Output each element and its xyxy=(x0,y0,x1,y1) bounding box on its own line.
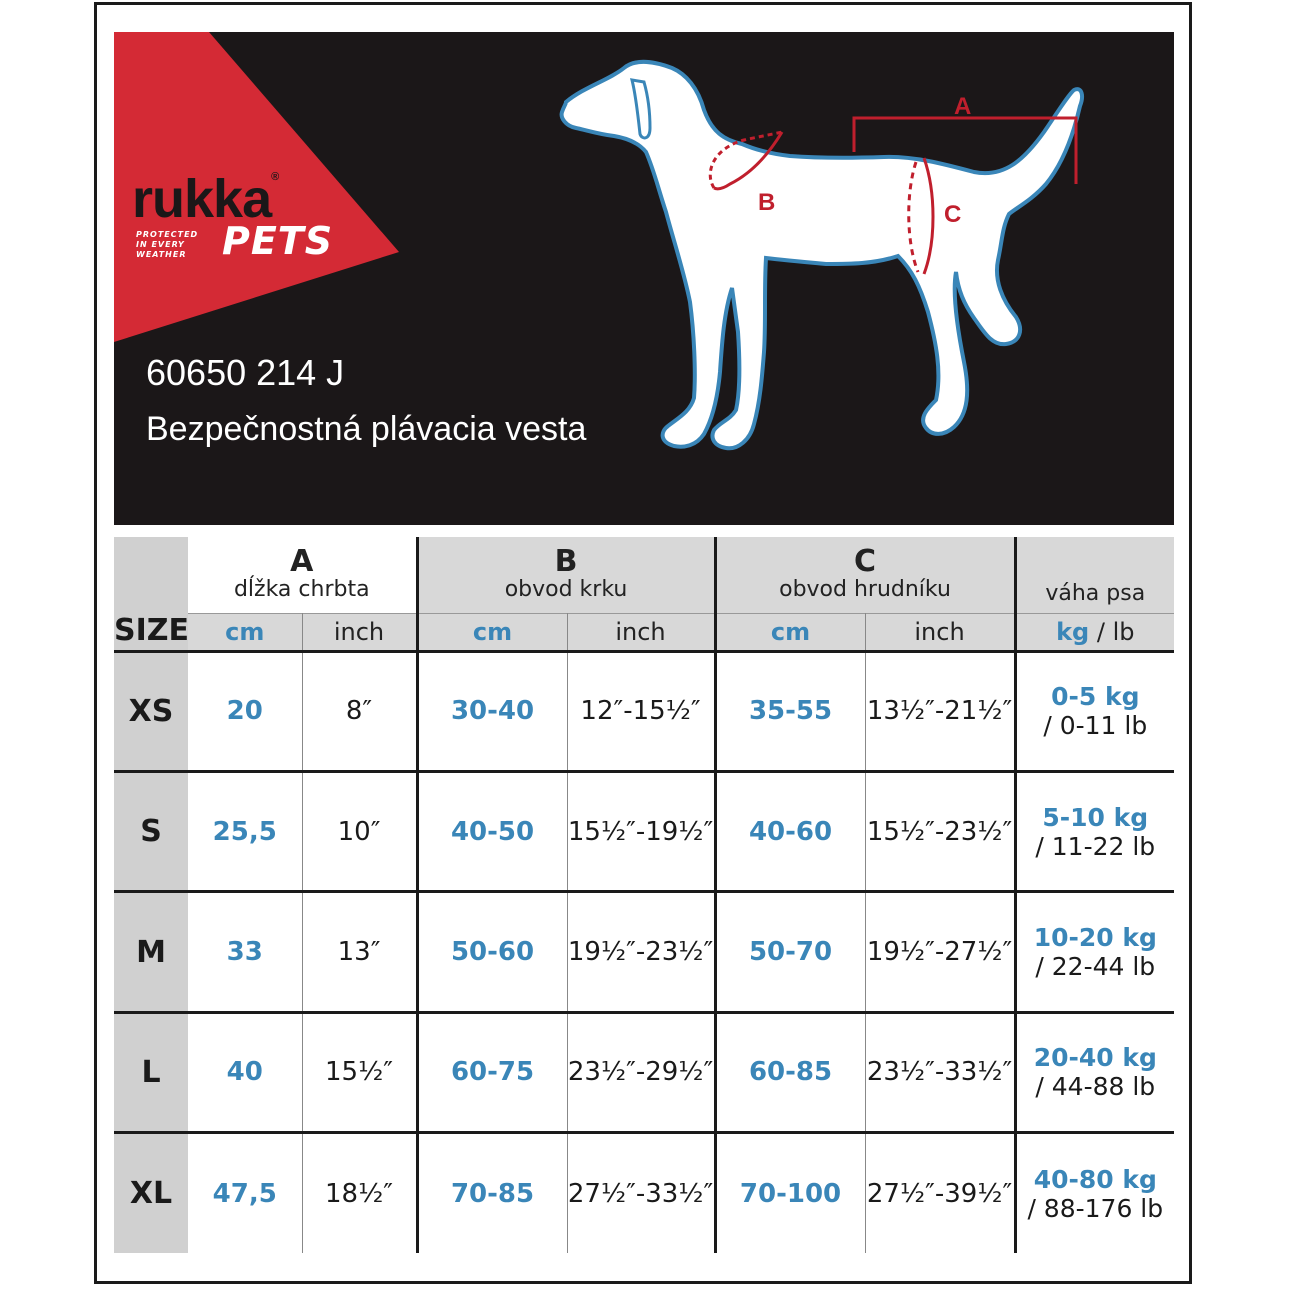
b-inch-cell: 12″-15½″ xyxy=(567,651,715,771)
weight-cell: 40-80 kg / 88-176 lb xyxy=(1015,1133,1174,1253)
brand-sub: PETS xyxy=(222,219,334,263)
c-inch-cell: 15½″-23½″ xyxy=(865,772,1015,892)
group-header-a: A dĺžka chrbta xyxy=(188,537,417,613)
weight-cell: 0-5 kg / 0-11 lb xyxy=(1015,651,1174,771)
product-name: Bezpečnostná plávacia vesta xyxy=(146,410,587,448)
b-inch-cell: 19½″-23½″ xyxy=(567,892,715,1012)
c-inch-cell: 27½″-39½″ xyxy=(865,1133,1015,1253)
b-cm-cell: 30-40 xyxy=(417,651,567,771)
a-cm-cell: 47,5 xyxy=(188,1133,302,1253)
a-inch-cell: 10″ xyxy=(302,772,417,892)
group-header-c: C obvod hrudníku xyxy=(715,537,1015,613)
table-row xyxy=(114,651,1174,771)
c-cm-cell: 40-60 xyxy=(715,772,865,892)
dog-measurement-diagram xyxy=(554,32,1174,525)
diagram-label-c: C xyxy=(944,201,962,228)
b-cm-cell: 40-50 xyxy=(417,772,567,892)
product-code: 60650 214 J xyxy=(146,352,345,393)
size-cell: XL xyxy=(114,1133,188,1253)
unit-cm-c: cm xyxy=(715,613,865,651)
weight-cell: 20-40 kg / 44-88 lb xyxy=(1015,1012,1174,1132)
size-cell: L xyxy=(114,1012,188,1132)
size-header: SIZE xyxy=(114,537,188,651)
weight-cell: 5-10 kg / 11-22 lb xyxy=(1015,772,1174,892)
weight-header: váha psa xyxy=(1045,580,1146,606)
b-inch-cell: 27½″-33½″ xyxy=(567,1133,715,1253)
a-inch-cell: 13″ xyxy=(302,892,417,1012)
a-inch-cell: 18½″ xyxy=(302,1133,417,1253)
a-cm-cell: 20 xyxy=(188,651,302,771)
c-inch-cell: 13½″-21½″ xyxy=(865,651,1015,771)
unit-cm-b: cm xyxy=(417,613,567,651)
table-row xyxy=(114,1012,1174,1132)
a-cm-cell: 25,5 xyxy=(188,772,302,892)
a-inch-cell: 8″ xyxy=(302,651,417,771)
c-cm-cell: 70-100 xyxy=(715,1133,865,1253)
registered-mark: ® xyxy=(271,171,279,183)
brand-name: rukka xyxy=(132,169,272,229)
c-cm-cell: 35-55 xyxy=(715,651,865,771)
unit-cm-a: cm xyxy=(188,613,302,651)
a-cm-cell: 40 xyxy=(188,1012,302,1132)
diagram-label-a: A xyxy=(954,93,972,120)
b-cm-cell: 60-75 xyxy=(417,1012,567,1132)
brand-logo xyxy=(132,169,334,263)
b-inch-cell: 23½″-29½″ xyxy=(567,1012,715,1132)
size-chart-table xyxy=(114,537,1174,1253)
header-row-groups xyxy=(114,537,1174,613)
unit-inch-c: inch xyxy=(865,613,1015,651)
size-cell: M xyxy=(114,892,188,1012)
unit-inch-b: inch xyxy=(567,613,715,651)
unit-weight: kg / lb xyxy=(1015,613,1174,651)
a-inch-cell: 15½″ xyxy=(302,1012,417,1132)
diagram-label-b: B xyxy=(758,189,776,216)
size-cell: XS xyxy=(114,651,188,771)
c-cm-cell: 60-85 xyxy=(715,1012,865,1132)
group-header-b: B obvod krku xyxy=(417,537,715,613)
brand-tagline: PROTECTED IN EVERY WEATHER xyxy=(136,230,199,259)
header-row-units xyxy=(114,613,1174,651)
table-row xyxy=(114,1133,1174,1253)
size-cell: S xyxy=(114,772,188,892)
b-cm-cell: 70-85 xyxy=(417,1133,567,1253)
table-row xyxy=(114,772,1174,892)
a-cm-cell: 33 xyxy=(188,892,302,1012)
weight-cell: 10-20 kg / 22-44 lb xyxy=(1015,892,1174,1012)
b-cm-cell: 50-60 xyxy=(417,892,567,1012)
c-inch-cell: 19½″-27½″ xyxy=(865,892,1015,1012)
header-banner xyxy=(114,32,1174,525)
unit-inch-a: inch xyxy=(302,613,417,651)
table-row xyxy=(114,892,1174,1012)
c-cm-cell: 50-70 xyxy=(715,892,865,1012)
c-inch-cell: 23½″-33½″ xyxy=(865,1012,1015,1132)
b-inch-cell: 15½″-19½″ xyxy=(567,772,715,892)
